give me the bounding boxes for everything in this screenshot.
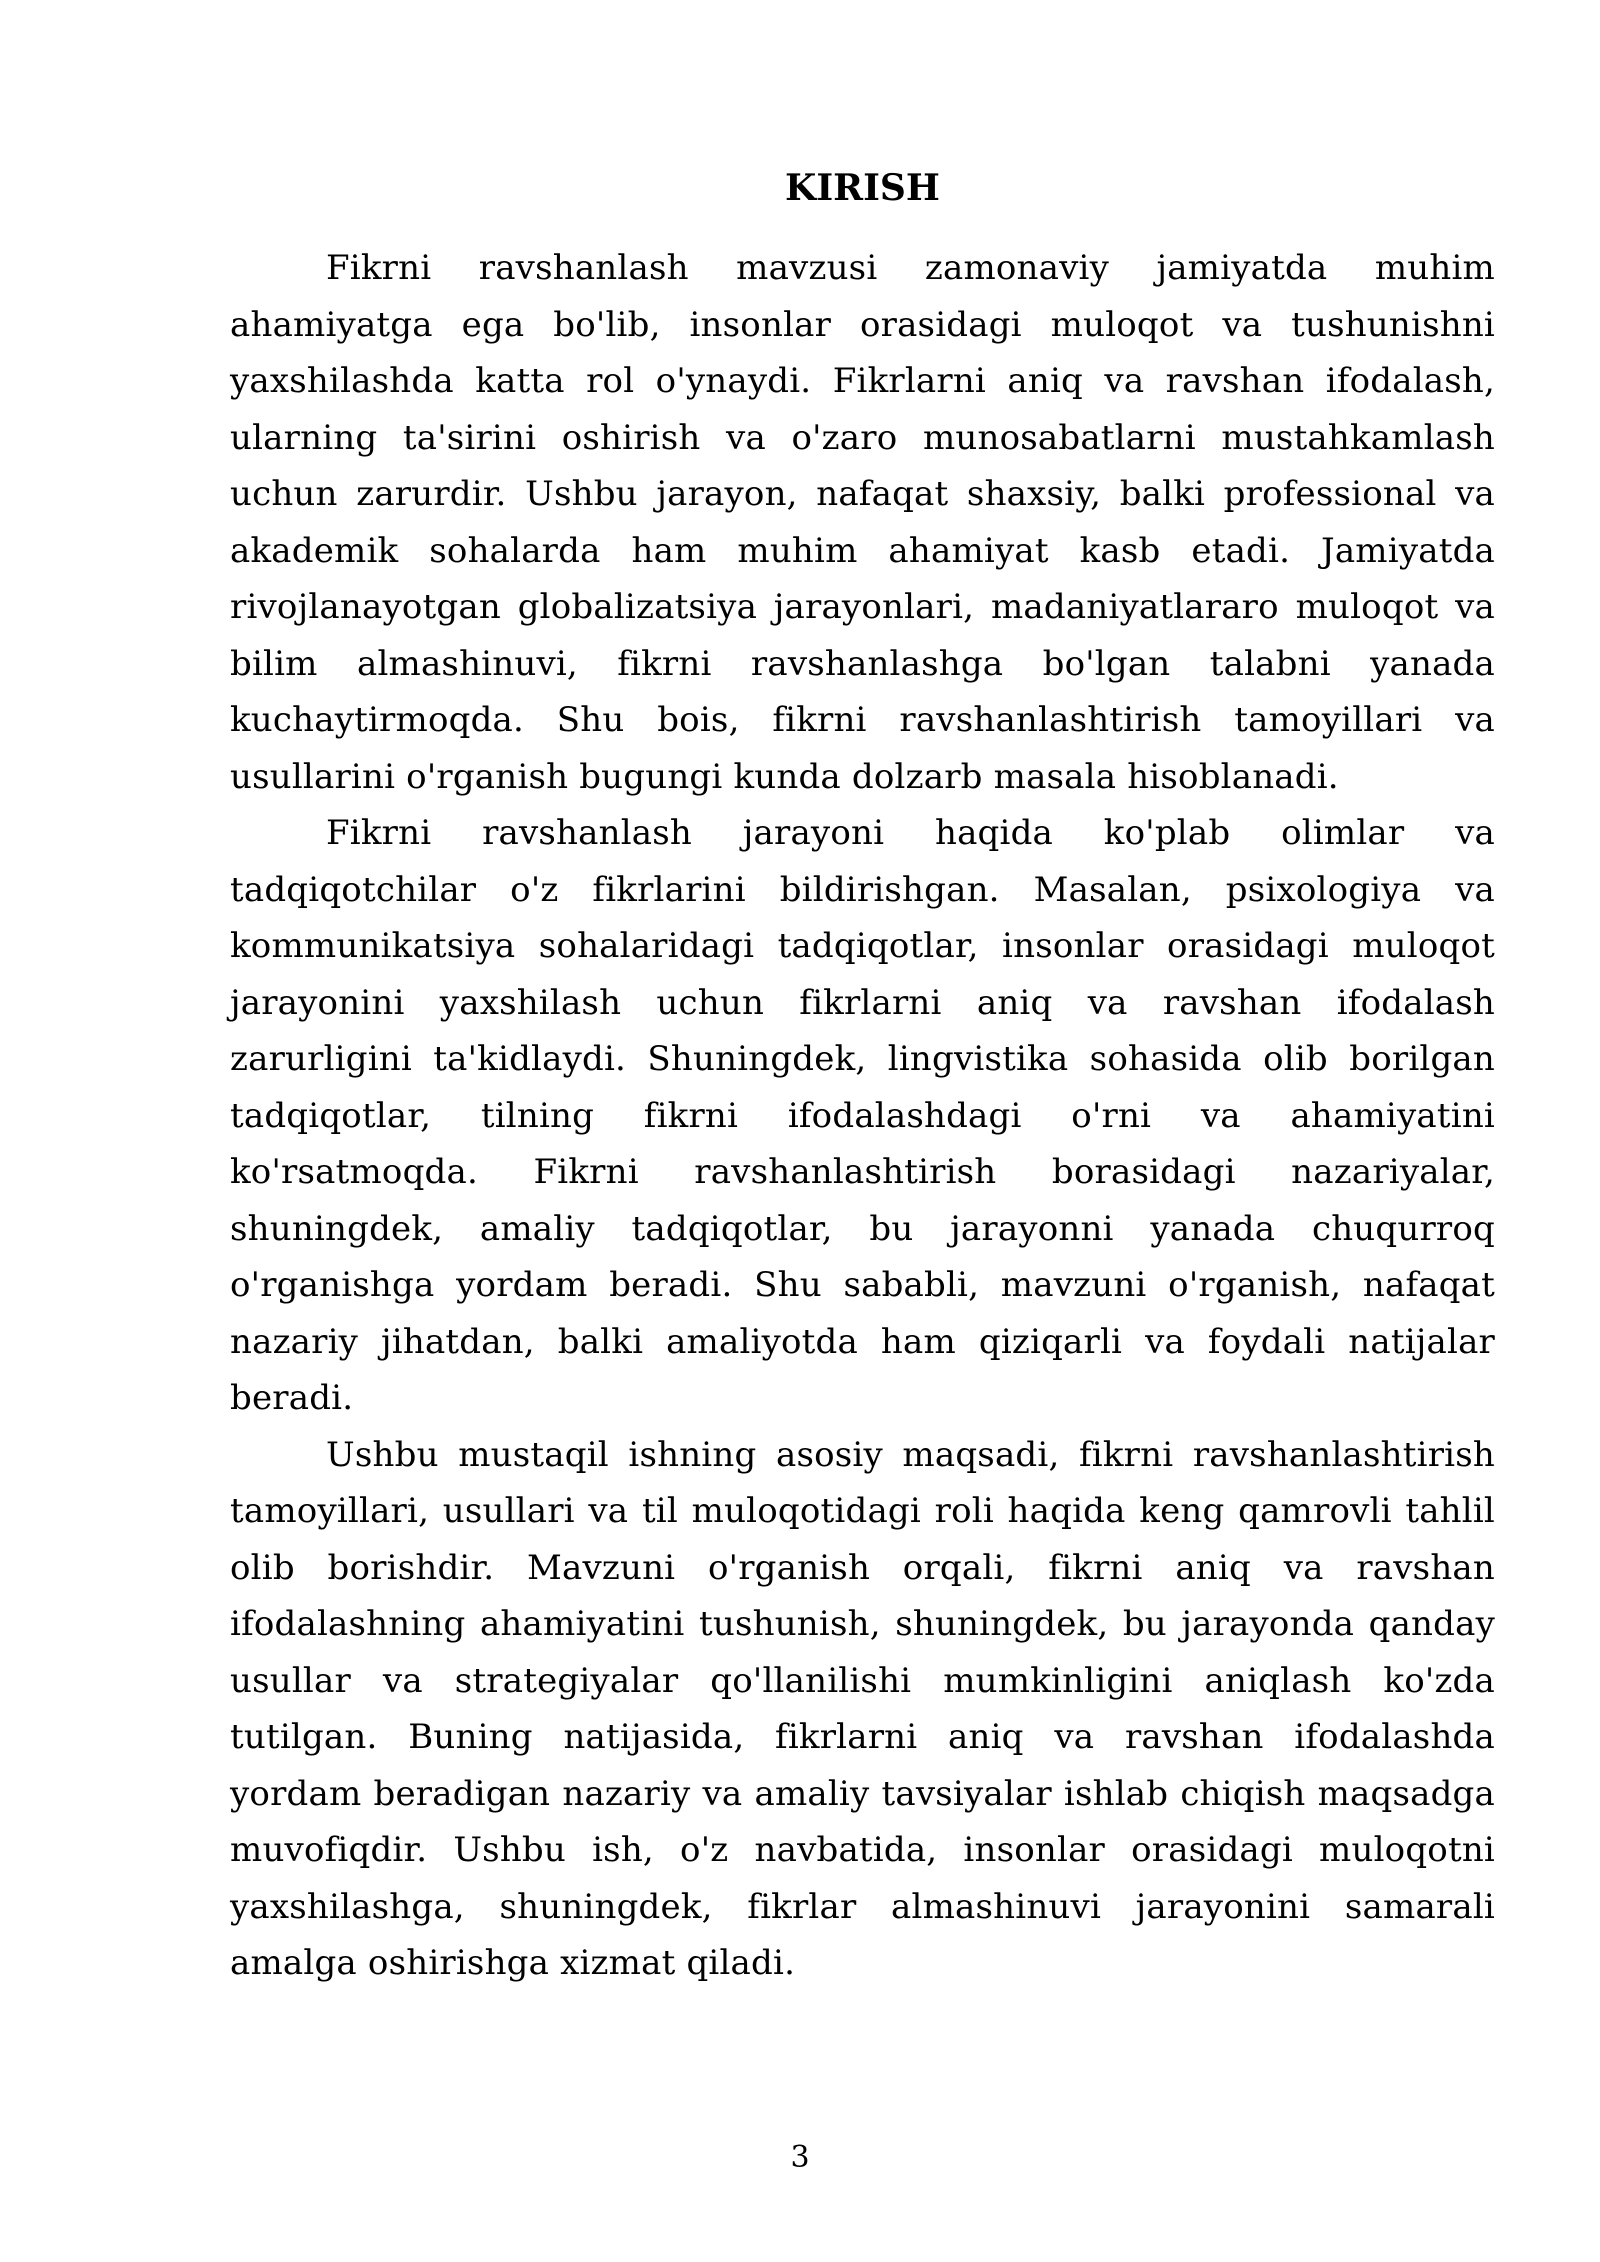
paragraph-3: Ushbu mustaqil ishning asosiy maqsadi, fikrni ravshanlashtirish tamoyillari, usullari va til muloqotidagi roli haqida keng qamrovli tahlil olib borishdir. Mavzuni o'rganish orqali, fikrni aniq va ravshan ifodalashning ahamiyatini tushunish, shuningdek, bu jarayonda qanday usullar va strategiyalar qo'llanilishi mumkinligini aniqlash ko'zda tutilgan. Buning natijasida, fikrlarni aniq va ravshan ifodalashda yordam beradigan nazariy va amaliy tavsiyalar ishlab chiqish maqsadga muvofiqdir. Ushbu ish, o'z navbatida, insonlar orasidagi muloqotni yaxshilashga, shuningdek, fikrlar almashinuvi jarayonini samarali amalga oshirishga xizmat qiladi. (230, 1434, 1495, 1983)
paragraph-1: Fikrni ravshanlash mavzusi zamonaviy jamiyatda muhim ahamiyatga ega bo'lib, insonlar orasidagi muloqot va tushunishni yaxshilashda katta rol o'ynaydi. Fikrlarni aniq va ravshan ifodalash, ularning ta'sirini oshirish va o'zaro munosabatlarni mustahkamlash uchun zarurdir. Ushbu jarayon, nafaqat shaxsiy, balki professional va akademik sohalarda ham muhim ahamiyat kasb etadi. Jamiyatda rivojlanayotgan globalizatsiya jarayonlari, madaniyatlararo muloqot va bilim almashinuvi, fikrni ravshanlashga bo'lgan talabni yanada kuchaytirmoqda. Shu bois, fikrni ravshanlashtirish tamoyillari va usullarini o'rganish bugungi kunda dolzarb masala hisoblanadi. (230, 248, 1495, 797)
page-number: 3 (790, 2140, 810, 2175)
paragraph-2: Fikrni ravshanlash jarayoni haqida ko'plab olimlar va tadqiqotchilar o'z fikrlarini bildirishgan. Masalan, psixologiya va kommunikatsiya sohalaridagi tadqiqotlar, insonlar orasidagi muloqot jarayonini yaxshilash uchun fikrlarni aniq va ravshan ifodalash zarurligini ta'kidlaydi. Shuningdek, lingvistika sohasida olib borilgan tadqiqotlar, tilning fikrni ifodalashdagi o'rni va ahamiyatini ko'rsatmoqda. Fikrni ravshanlashtirish borasidagi nazariyalar, shuningdek, amaliy tadqiqotlar, bu jarayonni yanada chuqurroq o'rganishga yordam beradi. Shu sababli, mavzuni o'rganish, nafaqat nazariy jihatdan, balki amaliyotda ham qiziqarli va foydali natijalar beradi. (230, 813, 1495, 1418)
section-title: KIRISH (785, 167, 940, 209)
page-content (230, 160, 1495, 1992)
